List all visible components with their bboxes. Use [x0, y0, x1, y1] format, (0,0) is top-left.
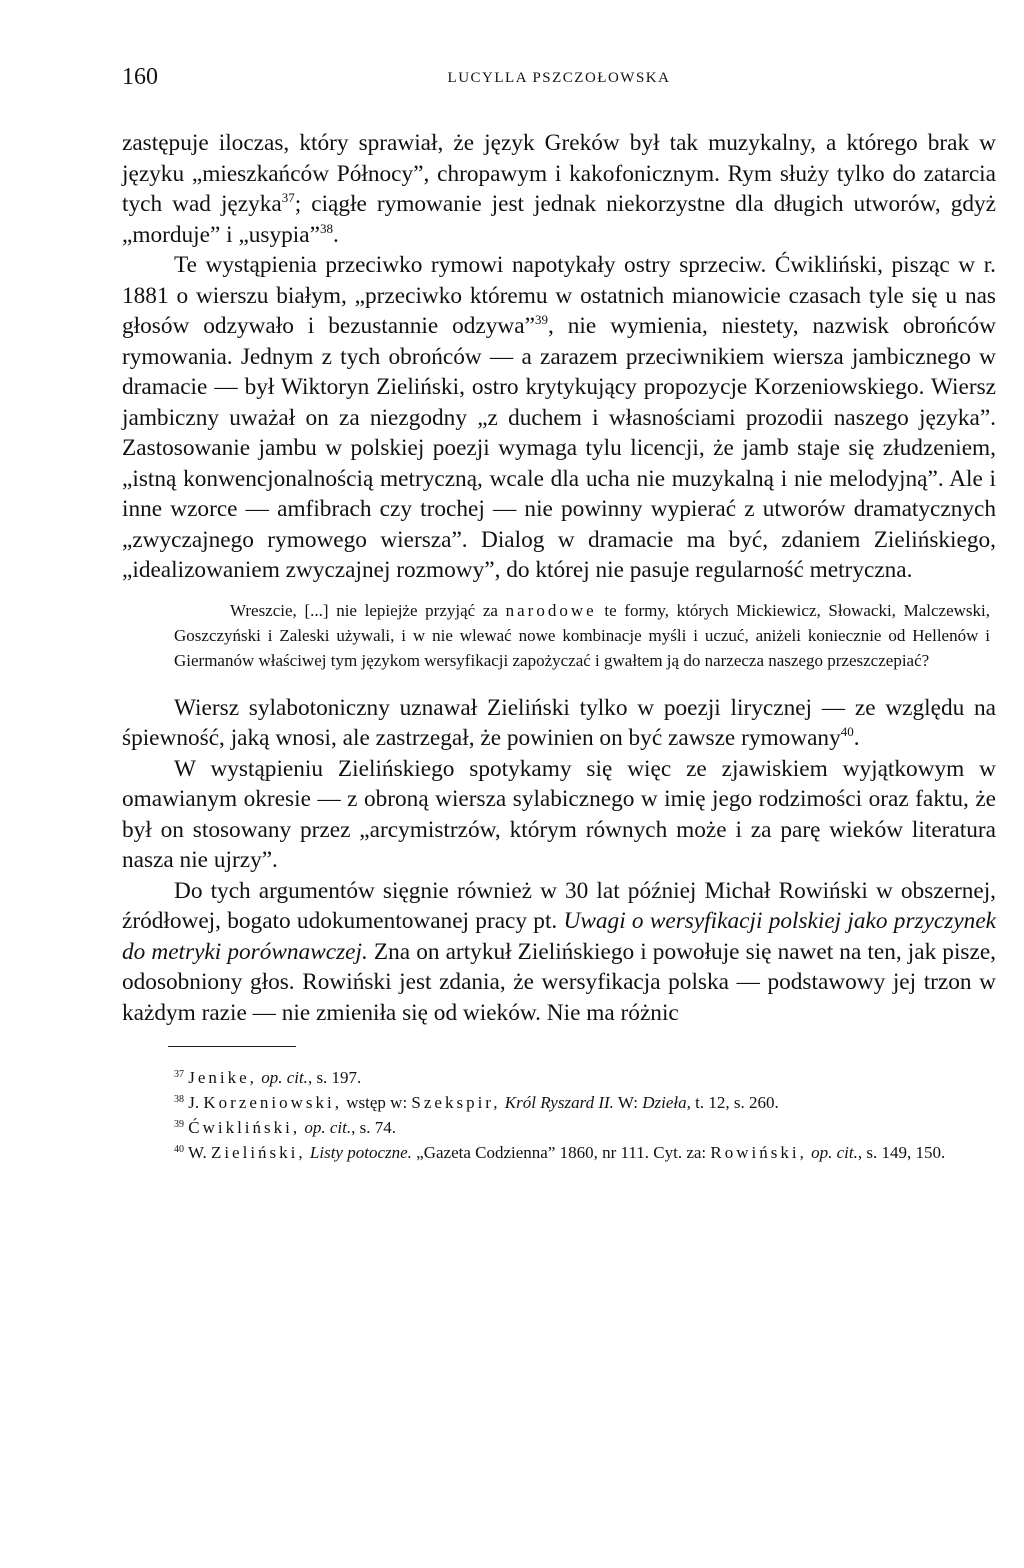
footnote-ref-40: 40	[840, 724, 854, 739]
footnote-text: , s. 74.	[351, 1118, 396, 1137]
spaced-emphasis: narodowe	[505, 600, 597, 620]
footnote-author: Ćwikliński,	[188, 1118, 301, 1137]
footnote-number: 38	[174, 1094, 184, 1105]
footnote-text: , s. 149, 150.	[857, 1143, 946, 1162]
paragraph-5	[122, 876, 996, 1029]
text-span: Te wystąpienia przeciwko rymowi napotykały ostry sprzeciw. Ćwikliński, pisząc w r. 1881 o wierszu białym, „przeciwko któremu w ostatnich mianowicie czasach tyle się u nas głosów odzywało i bezustannie odzywa”	[122, 252, 996, 339]
footnote-37	[122, 1065, 996, 1090]
footnote-author: Rowiński,	[710, 1143, 807, 1162]
book-title: Uwagi o wersyfikacji polskiej jako przyczynek do metryki porównawczej.	[122, 908, 996, 965]
footnote-title: Listy potoczne.	[309, 1143, 412, 1162]
running-head	[122, 60, 996, 100]
body-text	[122, 128, 996, 586]
footnote-ref-abbr: op. cit.	[811, 1143, 858, 1162]
text-span: , nie wymienia, niestety, nazwisk obrońców rymowania. Jednym z tych obrońców — a zarazem przeciwnikiem wiersza jambicznego w dramacie — był Wiktoryn Zieliński, ostro krytykujący propozycje Korzeniowskiego. Wiersz jambiczny uważał on za niezgodny „z duchem i własnościami prozodii naszego języka”. Zastosowanie jambu w polskiej poezji wymaga tylu licencji, że jamb staje się złudzeniem, „istną konwencjonalnością metryczną, wcale dla ucha nie muzykalną i nie melodyjną”. Ale i inne wzorce — amfibrach czy trochej — nie powinny wypierać z utworów dramatycznych „zwyczajnego rymowego wiersza”. Dialog w dramacie ma być, zdaniem Zielińskiego, „idealizowaniem zwyczajnej rozmowy”, do której nie pasuje regularność metryczna.	[122, 313, 996, 583]
footnote-text: W.	[187, 1143, 207, 1162]
paragraph-2	[122, 250, 996, 586]
text-span: zastępuje iloczas, który sprawiał, że język Greków był tak muzykalny, a którego brak w języku „mieszkańców Północy”, chropawym i kakofonicznym. Rym służy tylko do zatarcia tych wad języka	[122, 130, 996, 217]
book-page	[122, 60, 996, 1165]
footnote-ref-abbr: op. cit.	[304, 1118, 352, 1137]
footnote-ref-39: 39	[534, 312, 548, 327]
footnote-author: Jenike,	[188, 1068, 257, 1087]
paragraph-1	[122, 128, 996, 250]
footnote-text: W:	[617, 1093, 638, 1112]
text-span: te formy, których Mickiewicz, Słowacki, Malczewski, Goszczyński i Zaleski używali, i w nie wlewać nowe kombinacje myśli i uczuć, aniżeli koniecznie od Hellenów i Giermanów właściwej tym językom wersyfikacji zapożyczać i gwałtem ją do narzecza naszego przeszczepiać?	[174, 600, 990, 670]
footnote-39	[122, 1115, 996, 1140]
text-span: .	[332, 221, 339, 248]
footnote-author: Szekspir,	[411, 1093, 501, 1112]
footnote-ref-abbr: op. cit.	[261, 1068, 308, 1087]
footnotes	[122, 1065, 996, 1165]
text-span: Wreszcie, [...] nie lepiejże przyjąć za	[230, 600, 498, 620]
quote-paragraph	[174, 598, 990, 673]
footnote-text: J.	[188, 1093, 200, 1112]
footnote-number: 39	[174, 1119, 184, 1130]
text-span: Zna on artykuł Zielińskiego i powołuje się nawet na ten, jak pisze, odosobniony głos. Rowiński jest zdania, że wersyfikacja polska — podstawowy jej trzon w każdym razie — nie zmieniła się od wieków. Nie ma różnic	[122, 938, 997, 1026]
text-span: Do tych argumentów sięgnie również w 30 lat później Michał Rowiński w obszernej, źródłowej, bogato udokumentowanej pracy pt.	[122, 877, 996, 934]
block-quote	[174, 598, 990, 673]
footnote-author: Zieliński,	[210, 1143, 306, 1162]
footnote-author: Korzeniowski,	[203, 1093, 342, 1112]
text-span: .	[853, 725, 860, 751]
footnote-text: , s. 197.	[307, 1068, 362, 1087]
footnote-38	[122, 1090, 996, 1115]
paragraph-3	[122, 693, 996, 754]
footnote-ref-37: 37	[281, 190, 295, 205]
footnote-title: Król Ryszard II.	[504, 1093, 614, 1112]
footnote-40	[122, 1140, 996, 1165]
paragraph-4: W wystąpieniu Zielińskiego spotykamy się więc ze zjawiskiem wyjątkowym w omawianym okresie — z obroną wiersza sylabicznego w imię jego rodzimości oraz faktu, że był on stosowany przez „arcymistrzów, którym równych może i za parę wieków literatura nasza nie ujrzy”.	[122, 755, 996, 873]
running-title: LUCYLLA PSZCZOŁOWSKA	[447, 70, 671, 86]
footnote-number: 37	[174, 1069, 184, 1080]
page-number: 160	[122, 64, 158, 90]
footnote-text: „Gazeta Codzienna” 1860, nr 111. Cyt. za:	[416, 1143, 707, 1162]
footnote-divider	[168, 1046, 296, 1047]
footnote-text: t. 12, s. 260.	[695, 1093, 779, 1112]
body-text-continued	[122, 693, 996, 1029]
text-span: ; ciągłe rymowanie jest jednak niekorzystne dla długich utworów, gdyż „morduje” i „usypia”	[122, 191, 996, 248]
text-span: Wiersz sylabotoniczny uznawał Zieliński tylko w poezji lirycznej — ze względu na śpiewność, jaką wnosi, ale zastrzegał, że powinien on być zawsze rymowany	[122, 694, 996, 751]
footnote-ref-38: 38	[319, 220, 333, 236]
footnote-text: wstęp w:	[346, 1093, 408, 1112]
footnote-number: 40	[174, 1144, 184, 1155]
footnote-title: Dzieła,	[642, 1093, 691, 1112]
